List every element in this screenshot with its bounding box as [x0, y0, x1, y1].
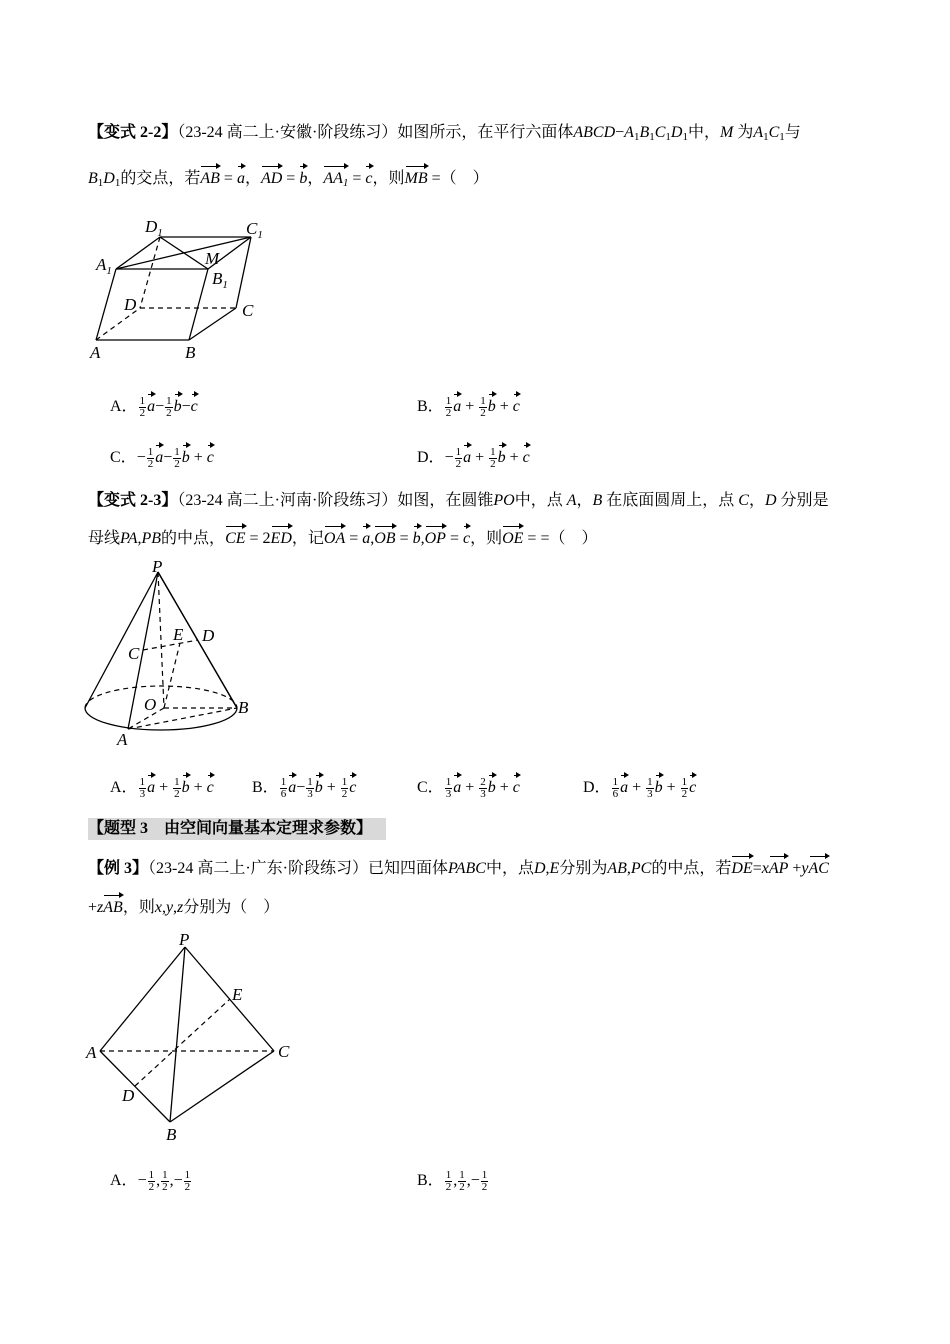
q22-option-c[interactable]: C．− $\frac{1}{2}$ a− $\frac{1}{2}$ b + c [110, 446, 214, 470]
q22-text: 的交点，若 [120, 170, 201, 187]
q23-cone-figure [80, 557, 280, 750]
q22-text: =（ ） [431, 170, 489, 187]
option-letter: C． [417, 779, 444, 797]
label-C: C [128, 644, 140, 663]
q23-text: 的中点， [161, 530, 226, 547]
option-letter: C． [110, 449, 137, 467]
section-heading: 【题型 3 由空间向量基本定理求参数】 [88, 818, 386, 840]
option-letter: B． [252, 779, 279, 797]
label-A: A [117, 730, 128, 749]
q23-source: （23-24 高二上·河南·阶段练习） [177, 492, 398, 509]
q23-text: 母线 [88, 530, 121, 547]
label-C: C [278, 1042, 290, 1061]
q22-line2: $B_1D_1$的交点，若AB = a，AD = b，$AA_1 = c$，则MB =（ ） [88, 168, 489, 194]
q22-text: 中， [687, 124, 720, 141]
q22-option-b[interactable]: B． $\frac{1}{2}$ a + $\frac{1}{2}$ b + c [417, 395, 520, 419]
label-C1: $C_1$ [246, 219, 263, 241]
option-letter: A． [110, 398, 138, 416]
q23-text: 分别是 [780, 492, 829, 509]
q23-text: 中，点 [514, 492, 563, 509]
option-letter: B． [417, 1172, 444, 1190]
ex3-option-b[interactable]: B． $\frac{1}{2}$ , $\frac{1}{2}$ ,− $\frac{1}{2}$ [417, 1169, 488, 1193]
option-letter: D． [417, 449, 445, 467]
q22-line1: 【变式 2-2】（23-24 高二上·安徽·阶段练习）如图所示，在平行六面体$ABCD-A_1B_1C_1D_1$中，M 为$A_1C_1$与 [88, 124, 801, 143]
label-E: E [232, 985, 243, 1004]
q23-tag: 【变式 2-3】 [88, 492, 178, 509]
ex3-text: 已知四面体 [368, 860, 449, 877]
q23-text: ，记 [291, 530, 324, 547]
ex3-line2: +zAB，则x,y,z分别为（ ） [88, 897, 279, 919]
option-letter: B． [417, 398, 444, 416]
label-C: C [242, 301, 254, 320]
ex3-text: 分别为（ ） [183, 899, 280, 916]
label-B: B [238, 698, 249, 717]
option-letter: A． [110, 1172, 138, 1190]
option-letter: D． [583, 779, 611, 797]
ex3-option-a[interactable]: A．− $\frac{1}{2}$ , $\frac{1}{2}$ ,− $\frac{1}{2}$ [110, 1169, 191, 1193]
label-E: E [173, 625, 184, 644]
q23-line1: 【变式 2-3】（23-24 高二上·河南·阶段练习）如图，在圆锥PO中，点 A，B 在底面圆周上，点 C，D 分别是 [88, 492, 829, 509]
label-A: A [90, 343, 101, 362]
q22-source: （23-24 高二上·安徽·阶段练习） [177, 124, 398, 141]
label-P: P [179, 930, 190, 949]
q22-text: ，则 [372, 170, 405, 187]
label-B: B [185, 343, 196, 362]
label-P: P [152, 557, 163, 576]
label-D: D [124, 295, 137, 314]
ex3-tag: 【例 3】 [88, 860, 149, 877]
label-A: A [86, 1043, 97, 1062]
q22-text: 与 [784, 124, 801, 141]
label-D: D [202, 626, 215, 645]
q23-line2: 母线PA,PB的中点，CE = 2ED，记OA = a,OB = b,OP = c，则OE = =（ ） [88, 528, 597, 550]
label-D1: $D_1$ [145, 217, 163, 239]
ex3-text: 分别为 [559, 860, 608, 877]
q23-text: 在底面圆周上，点 [606, 492, 735, 509]
q22-option-d[interactable]: D．− $\frac{1}{2}$ a + $\frac{1}{2}$ b + c [417, 446, 530, 470]
option-letter: A． [110, 779, 138, 797]
q22-text: 为 [737, 124, 754, 141]
label-B: B [166, 1125, 177, 1144]
q23-option-b[interactable]: B． $\frac{1}{6}$ a− $\frac{1}{3}$ b + $\frac{1}{2}$ c [252, 776, 357, 800]
ex3-line1: 【例 3】（23-24 高二上·广东·阶段练习）已知四面体PABC中，点D,E分别为AB,PC的中点，若DE=xAP +yAC [88, 858, 829, 880]
q22-text: 如图所示，在平行六面体 [397, 124, 574, 141]
label-A1: $A_1$ [96, 255, 112, 277]
label-D: D [122, 1086, 135, 1105]
q22-option-a[interactable]: A． $\frac{1}{2}$ a− $\frac{1}{2}$ b−c [110, 395, 198, 419]
q23-option-d[interactable]: D． $\frac{1}{6}$ a + $\frac{1}{3}$ b + $\frac{1}{2}$ c [583, 776, 697, 800]
q22-tag: 【变式 2-2】 [88, 124, 178, 141]
q23-text: =（ ） [540, 530, 598, 547]
ex3-text: 的中点，若 [651, 860, 732, 877]
q23-option-a[interactable]: A． $\frac{1}{3}$ a + $\frac{1}{2}$ b + c [110, 776, 214, 800]
ex3-source: （23-24 高二上·广东·阶段练习） [148, 860, 369, 877]
ex3-text: 中，点 [485, 860, 534, 877]
q22-parallelepiped-figure [88, 212, 288, 362]
label-B1: $B_1$ [212, 269, 228, 291]
ex3-tetrahedron-figure [82, 930, 312, 1144]
label-M: M [205, 249, 220, 268]
ex3-text: ，则 [122, 899, 155, 916]
q23-option-c[interactable]: C． $\frac{1}{3}$ a + $\frac{2}{3}$ b + c [417, 776, 520, 800]
q23-text: 如图，在圆锥 [397, 492, 494, 509]
q23-text: ，则 [470, 530, 503, 547]
label-O: O [144, 695, 157, 714]
